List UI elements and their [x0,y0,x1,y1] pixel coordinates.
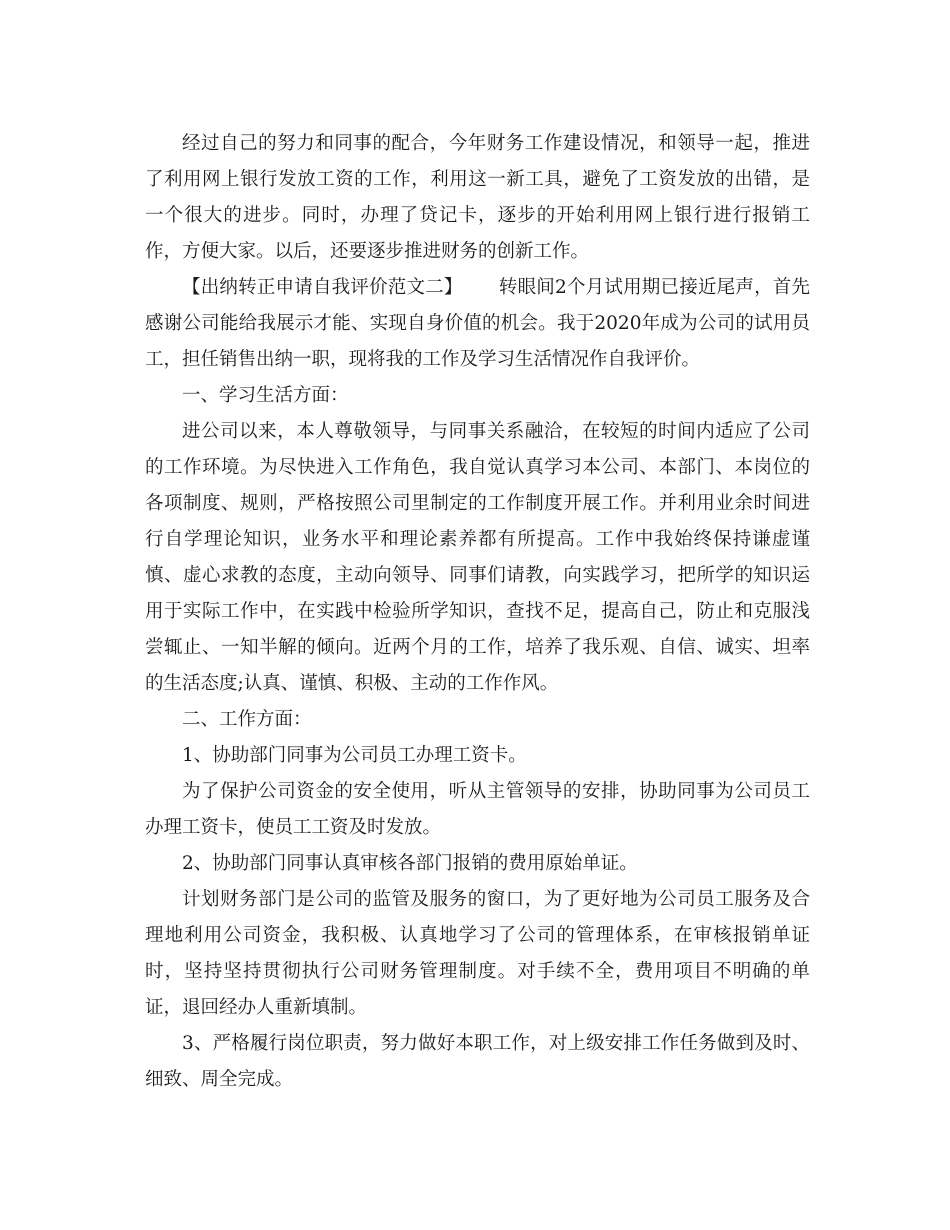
item-3-paragraph: 3、严格履行岗位职责，努力做好本职工作，对上级安排工作任务做到及时、细致、周全完成。 [145,1033,810,1090]
paragraph-section-two [145,270,810,378]
item-2-heading: 2、协助部门同事认真审核各部门报销的费用原始单证。 [182,853,638,874]
section-two-title: 【出纳转正申请自我评价范文二】 [182,277,463,298]
heading-work: 二、工作方面： [182,709,312,730]
paragraph-financial-work: 经过自己的努力和同事的配合，今年财务工作建设情况，和领导一起，推进了利用网上银行发放工资的工作，利用这一新工具，避免了工资发放的出错，是一个很大的进步。同时，办理了贷记卡，逐步的开始利用网上银行进行报销工作，方便大家。以后，还要逐步推进财务的创新工作。 [145,133,810,262]
item-1-heading: 1、协助部门同事为公司员工办理工资卡。 [182,745,527,766]
document-body [145,126,810,1098]
item-1-paragraph: 为了保护公司资金的安全使用，听从主管领导的安排，协助同事为公司员工办理工资卡，使员工工资及时发放。 [145,781,810,838]
section-two-intro: 转眼间2个月试用期已接近尾声，首先感谢公司能给我展示才能、实现自身价值的机会。我于2020年成为公司的试用员工，担任销售出纳一职，现将我的工作及学习生活情况作自我评价。 [145,277,810,370]
heading-study-life: 一、学习生活方面： [182,385,349,406]
item-2-paragraph: 计划财务部门是公司的监管及服务的窗口，为了更好地为公司员工服务及合理地利用公司资金，我积极、认真地学习了公司的管理体系，在审核报销单证时，坚持坚持贯彻执行公司财务管理制度。对手续不全，费用项目不明确的单证，退回经办人重新填制。 [145,889,810,1018]
paragraph-study-life: 进公司以来，本人尊敬领导，与同事关系融洽，在较短的时间内适应了公司的工作环境。为尽快进入工作角色，我自觉认真学习本公司、本部门、本岗位的各项制度、规则，严格按照公司里制定的工作制度开展工作。并利用业余时间进行自学理论知识，业务水平和理论素养都有所提高。工作中我始终保持谦虚谨慎、虚心求教的态度，主动向领导、同事们请教，向实践学习，把所学的知识运用于实际工作中，在实践中检验所学知识，查找不足，提高自己，防止和克服浅尝辄止、一知半解的倾向。近两个月的工作，培养了我乐观、自信、诚实、坦率的生活态度;认真、谨慎、积极、主动的工作作风。 [145,421,810,694]
